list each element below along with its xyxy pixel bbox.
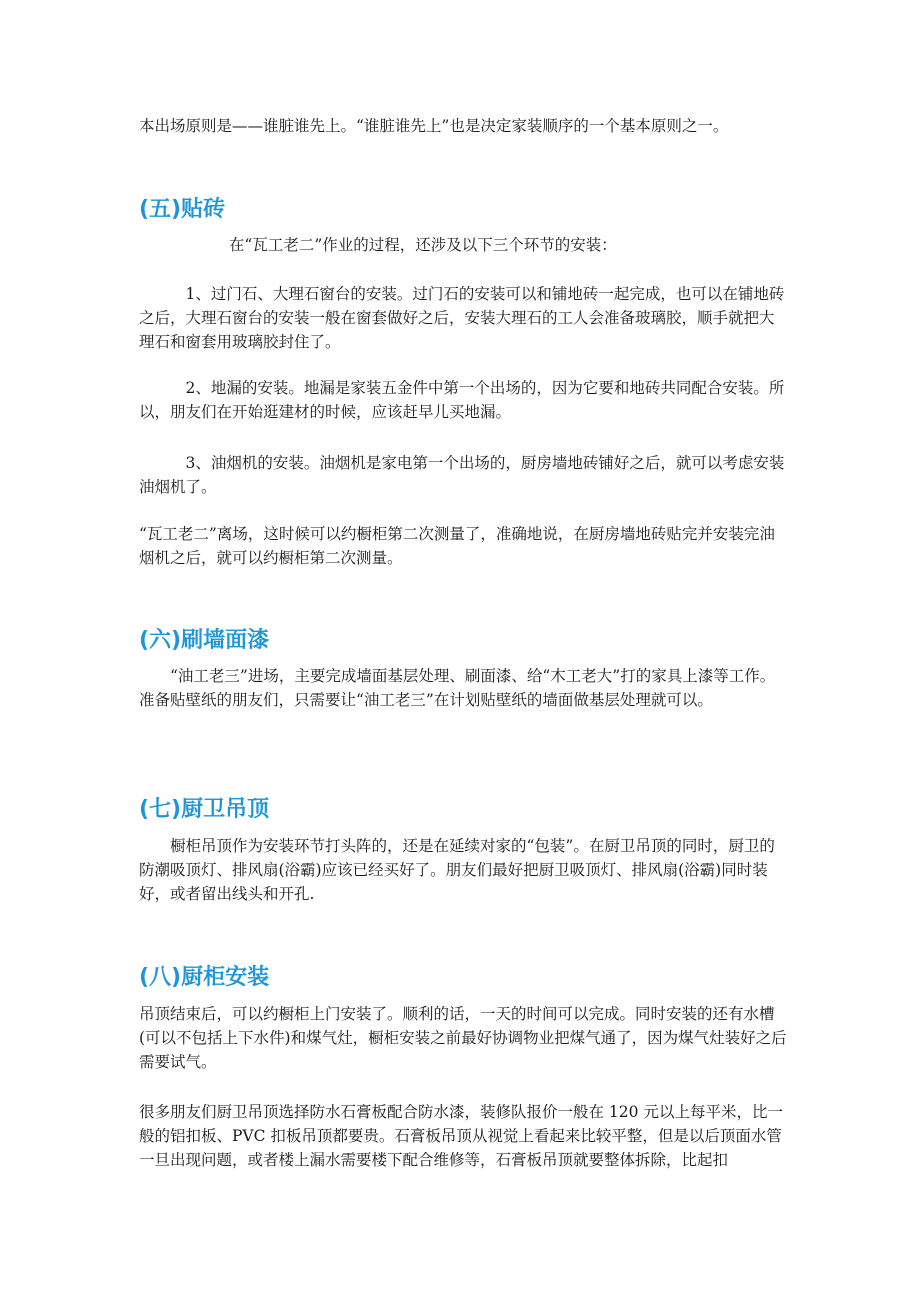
paragraph: “油工老三”进场，主要完成墙面基层处理、刷面漆、给“木工老大”打的家具上漆等工作。准备贴壁纸的朋友们，只需要让“油工老三”在计划贴壁纸的墙面做基层处理就可以。 [139, 667, 776, 709]
section-heading-tile: (五)贴砖 [139, 197, 226, 222]
paragraph: 3、油烟机的安装。油烟机是家电第一个出场的，厨房墙地砖铺好之后，就可以考虑安装油烟机了。 [139, 454, 785, 496]
section-heading-cabinet: (八)厨柜安装 [139, 965, 270, 990]
paragraph: 很多朋友们厨卫吊顶选择防水石膏板配合防水漆，装修队报价一般在 120 元以上每平米，比一般的铝扣板、PVC 扣板吊顶都要贵。石膏板吊顶从视觉上看起来比较平整，但是以后顶面水管一旦出现问题，或者楼上漏水需要楼下配合维修等，石膏板吊顶就要整体拆除，比起扣 [139, 1103, 783, 1169]
section-heading-wall-paint: (六)刷墙面漆 [139, 628, 270, 653]
section-heading-ceiling: (七)厨卫吊顶 [139, 797, 270, 822]
intro-paragraph: 本出场原则是——谁脏谁先上。“谁脏谁先上”也是决定家装顺序的一个基本原则之一。 [139, 117, 729, 135]
paragraph: 橱柜吊顶作为安装环节打头阵的，还是在延续对家的“包装”。在厨卫吊顶的同时，厨卫的防潮吸顶灯、排风扇(浴霸)应该已经买好了。朋友们最好把厨卫吸顶灯、排风扇(浴霸)同时装好，或者留出线头和开孔. [139, 837, 775, 903]
paragraph: “瓦工老二”离场，这时候可以约橱柜第二次测量了，准确地说，在厨房墙地砖贴完并安装完油烟机之后，就可以约橱柜第二次测量。 [139, 525, 775, 567]
paragraph: 在“瓦工老二”作业的过程，还涉及以下三个环节的安装： [228, 236, 617, 254]
paragraph: 1、过门石、大理石窗台的安装。过门石的安装可以和铺地砖一起完成，也可以在铺地砖之后，大理石窗台的安装一般在窗套做好之后，安装大理石的工人会准备玻璃胶，顺手就把大理石和窗套用玻璃胶封住了。 [139, 285, 785, 351]
paragraph: 2、地漏的安装。地漏是家装五金件中第一个出场的，因为它要和地砖共同配合安装。所以，朋友们在开始逛建材的时候，应该赶早儿买地漏。 [139, 379, 785, 421]
paragraph: 吊顶结束后，可以约橱柜上门安装了。顺利的话，一天的时间可以完成。同时安装的还有水槽(可以不包括上下水件)和煤气灶，橱柜安装之前最好协调物业把煤气通了，因为煤气灶装好之后需要试气。 [139, 1005, 787, 1071]
